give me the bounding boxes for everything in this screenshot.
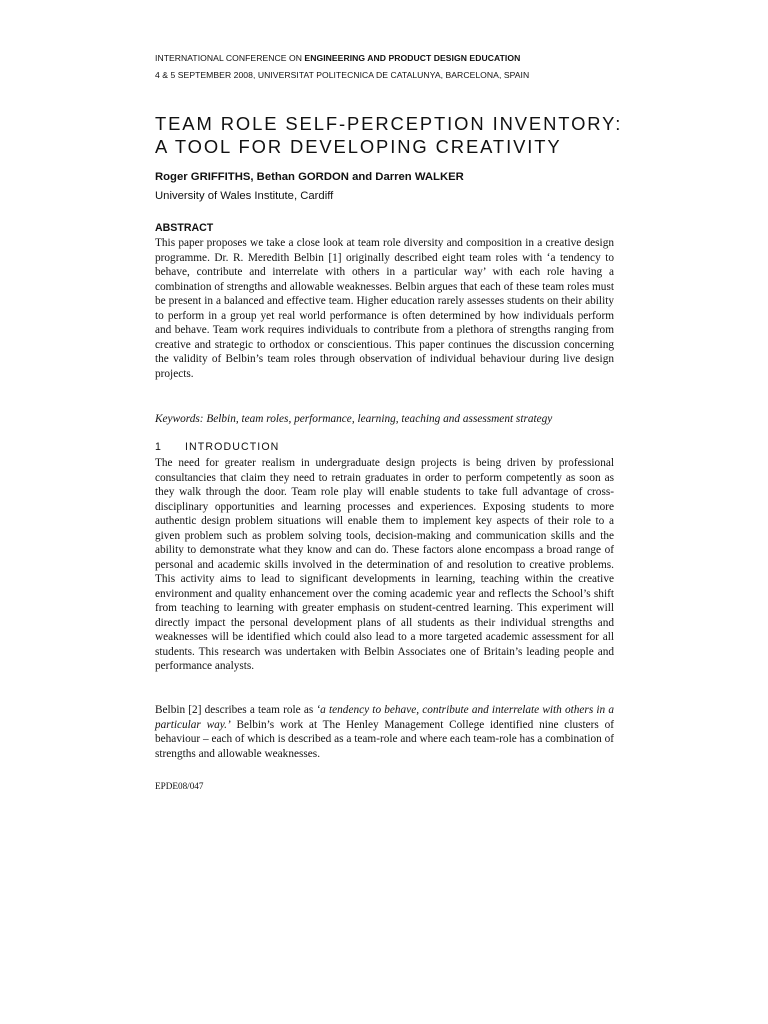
abstract-heading: ABSTRACT bbox=[155, 222, 214, 234]
conference-header bbox=[155, 50, 614, 67]
abstract-text: This paper proposes we take a close look at team role diversity and composition in a creative design programme. Dr. R. Meredith Belbin [1] originally described eight team roles with ‘a tendency to behave, contribute and interrelate with others in a particular way’ with each role having a combination of strengths and allowable weaknesses. Belbin argues that each of these team roles must be present in a balanced and effective team. Higher education rarely assesses students on their ability to perform in a group yet real world performance is often determined by how individuals perform and behave. Team work requires individuals to contribute from a plethora of strengths ranging from creative and strategic to orthodox or conscientious. This paper continues the discussion concerning the validity of Belbin’s team roles through observation of individual behaviour during live design projects. bbox=[155, 237, 614, 380]
keywords: Keywords: Belbin, team roles, performance, learning, teaching and assessment strategy bbox=[155, 413, 553, 425]
institution: University of Wales Institute, Cardiff bbox=[155, 190, 334, 202]
conference-date-location: 4 & 5 SEPTEMBER 2008, UNIVERSITAT POLITECNICA DE CATALUNYA, BARCELONA, SPAIN bbox=[155, 70, 530, 80]
title-line-2: A TOOL FOR DEVELOPING CREATIVITY bbox=[155, 136, 562, 157]
paper-title bbox=[155, 112, 622, 158]
intro-paragraph-2 bbox=[155, 703, 614, 761]
section-title: INTRODUCTION bbox=[185, 441, 280, 453]
section-number: 1 bbox=[155, 441, 162, 453]
para2-quote: ‘a tendency to behave, contribute and interrelate with others in a particular way.’ bbox=[155, 704, 614, 731]
page-footer-code: EPDE08/047 bbox=[155, 781, 204, 791]
conference-name: ENGINEERING AND PRODUCT DESIGN EDUCATION bbox=[304, 53, 521, 63]
section-heading bbox=[155, 441, 279, 453]
para2-end: Belbin’s work at The Henley Management College identified nine clusters of behaviour – each of which is described as a team-role and where each team-role has a combination of strengths and allowable weaknesses. bbox=[155, 718, 614, 760]
intro-paragraph-1: The need for greater realism in undergraduate design projects is being driven by professional consultancies that claim they need to retrain graduates in order to perform competently as soon as they walk through the door. Team role play will enable students to take full advantage of cross-disciplinary opportunities and learning processes and experiences. Exposing students to more authentic design problem situations will enable them to implement key aspects of their role to a given problem such as problem solving tools, decision-making and communication skills and the ability to demonstrate what they know and can do. These factors alone encompass a broad range of personal and academic skills involved in the determination of and resolution to creative problems. This activity aims to lead to significant developments in learning, teaching within the creative environment and quality enhancement over the coming academic year and reflects the School’s shift from teaching to learning with greater emphasis on student-centred learning. This experiment will directly impact the personal development plans of all students as their individual strengths and weaknesses will be identified which could also lead to a more targeted academic assessment for all students. This research was undertaken with Belbin Associates one of Britain’s leading people and performance analysts. bbox=[155, 457, 614, 672]
conference-prefix: INTERNATIONAL CONFERENCE ON bbox=[155, 53, 305, 63]
paper-page bbox=[155, 50, 623, 791]
para2-start: Belbin [2] describes a team role as bbox=[155, 704, 317, 716]
title-line-1: TEAM ROLE SELF-PERCEPTION INVENTORY: bbox=[155, 113, 623, 134]
authors: Roger GRIFFITHS, Bethan GORDON and Darren WALKER bbox=[155, 171, 464, 183]
